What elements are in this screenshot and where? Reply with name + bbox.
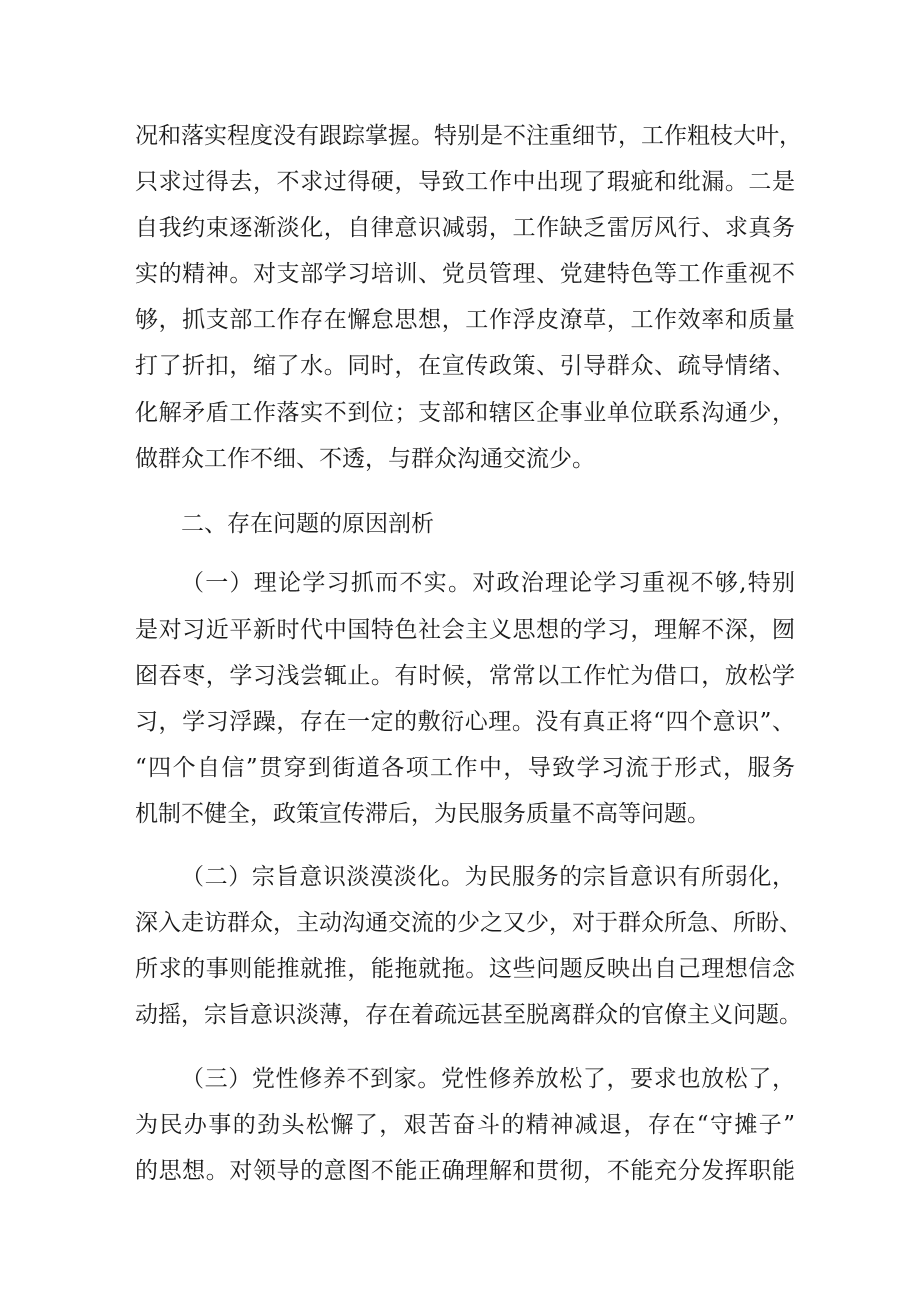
paragraph-line: 打了折扣，缩了水。同时，在宣传政策、引导群众、疏导情绪、 bbox=[135, 353, 795, 379]
paragraph-line: 所求的事则能推就推，能拖就拖。这些问题反映出自己理想信念 bbox=[135, 956, 795, 982]
paragraph-line: 自我约束逐渐淡化，自律意识减弱，工作缺乏雷厉风行、求真务 bbox=[135, 215, 795, 241]
paragraph-line: 机制不健全，政策宣传滞后，为民服务质量不高等问题。 bbox=[135, 801, 710, 827]
paragraph-line: 习，学习浮躁，存在一定的敷衍心理。没有真正将“四个意识”、 bbox=[135, 709, 795, 735]
paragraph-line: 动摇，宗旨意识淡薄，存在着疏远甚至脱离群众的官僚主义问题。 bbox=[135, 1002, 802, 1028]
paragraph-line: （二）宗旨意识淡漠淡化。为民服务的宗旨意识有所弱化， bbox=[181, 864, 795, 890]
paragraph-line: 只求过得去，不求过得硬，导致工作中出现了瑕疵和纰漏。二是 bbox=[135, 169, 795, 195]
paragraph-line: 是对习近平新时代中国特色社会主义思想的学习，理解不深，囫 bbox=[135, 617, 795, 643]
paragraph-line: “四个自信”贯穿到街道各项工作中，导致学习流于形式，服务 bbox=[135, 755, 795, 781]
paragraph-line: 深入走访群众，主动沟通交流的少之又少，对于群众所急、所盼、 bbox=[135, 910, 802, 936]
paragraph-line: 囵吞枣，学习浅尝辄止。有时候，常常以工作忙为借口，放松学 bbox=[135, 663, 795, 689]
section-heading: 二、存在问题的原因剖析 bbox=[181, 511, 434, 537]
paragraph-line: 做群众工作不细、不透，与群众沟通交流少。 bbox=[135, 446, 595, 472]
paragraph-line: 的思想。对领导的意图不能正确理解和贯彻，不能充分发挥职能 bbox=[135, 1158, 795, 1184]
paragraph-line: 况和落实程度没有跟踪掌握。特别是不注重细节，工作粗枝大叶， bbox=[135, 123, 802, 149]
paragraph-line: （一）理论学习抓而不实。对政治理论学习重视不够,特别 bbox=[181, 570, 795, 596]
paragraph-line: 够，抓支部工作存在懈怠思想，工作浮皮潦草，工作效率和质量 bbox=[135, 307, 795, 333]
paragraph-line: 实的精神。对支部学习培训、党员管理、党建特色等工作重视不 bbox=[135, 261, 795, 287]
paragraph-line: 化解矛盾工作落实不到位；支部和辖区企事业单位联系沟通少， bbox=[135, 400, 795, 426]
paragraph-line: （三）党性修养不到家。党性修养放松了，要求也放松了， bbox=[181, 1066, 795, 1092]
paragraph-line: 为民办事的劲头松懈了，艰苦奋斗的精神减退，存在“守摊子” bbox=[135, 1112, 795, 1138]
